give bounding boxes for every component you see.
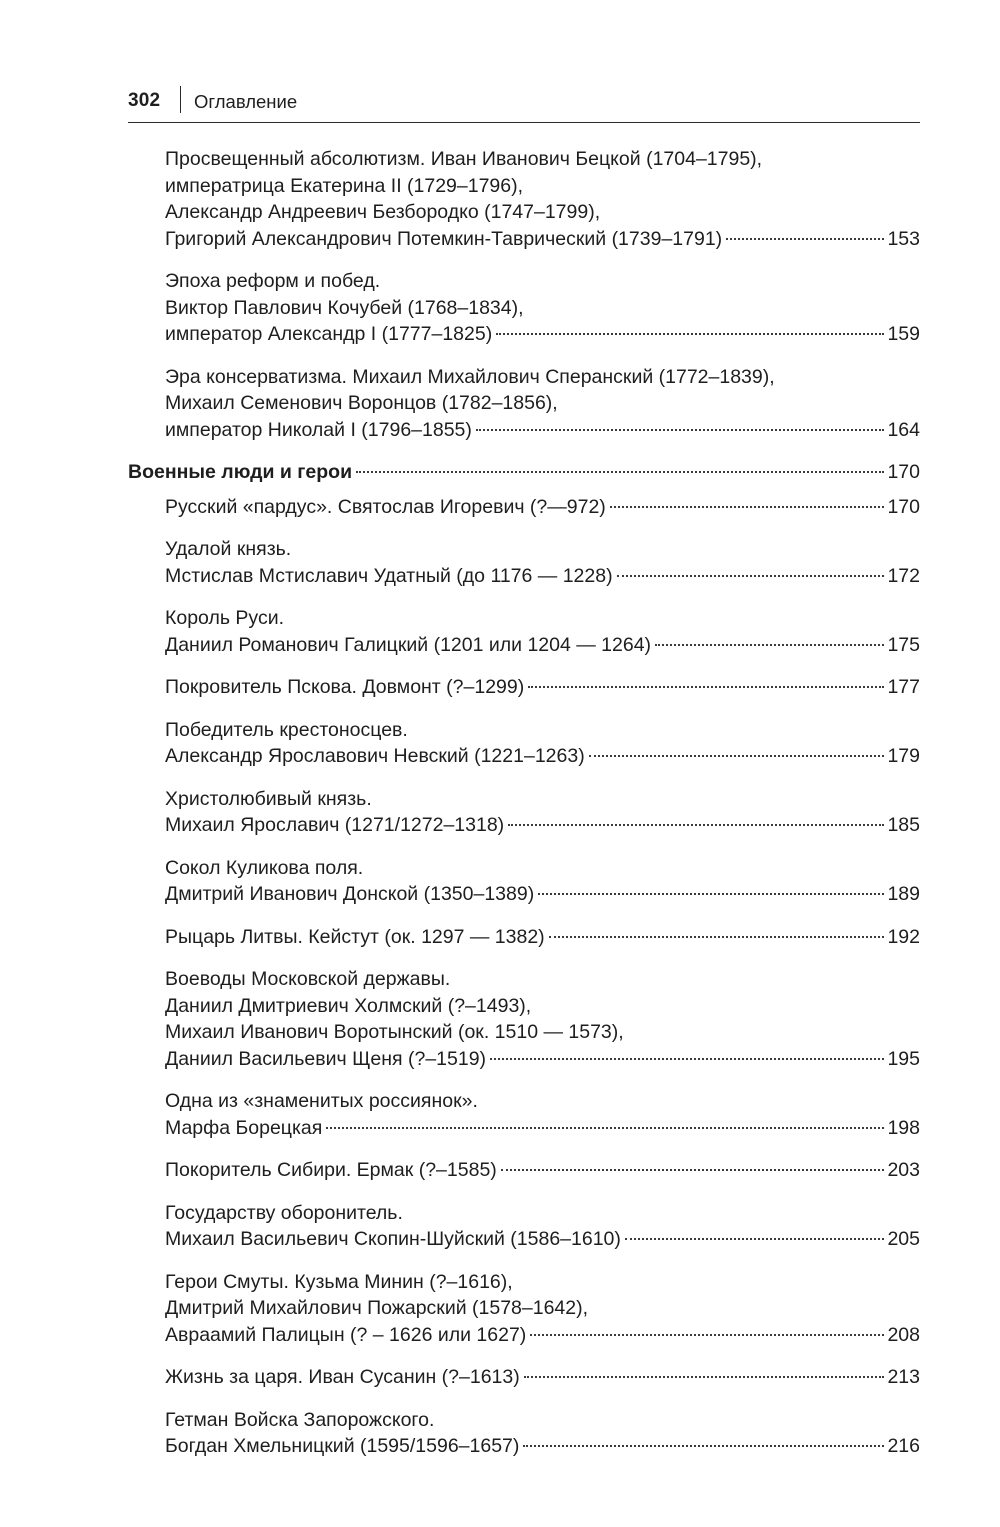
toc-entry-leader-row bbox=[165, 417, 920, 444]
toc-entry-title-line: императрица Екатерина II (1729–1796), bbox=[165, 174, 524, 197]
dot-leader bbox=[524, 1376, 885, 1378]
dot-leader bbox=[490, 1058, 884, 1060]
toc-page-number: 159 bbox=[887, 323, 920, 345]
toc-entry-title-line: Просвещенный абсолютизм. Иван Иванович Бецкой (1704–1795), bbox=[165, 148, 763, 170]
dot-leader bbox=[625, 1238, 885, 1240]
toc-entry bbox=[128, 966, 920, 1072]
toc-entry-title-line: Русский «пардус». Святослав Игоревич (?—972) bbox=[165, 495, 606, 518]
toc-entry-title-line: Удалой князь. bbox=[165, 538, 292, 560]
header-divider bbox=[180, 86, 181, 113]
toc-entry-leader-row bbox=[165, 226, 920, 253]
dot-leader bbox=[528, 686, 884, 688]
toc-entry-title-line: Эпоха реформ и побед. bbox=[165, 270, 381, 292]
toc-entry-title-line: Александр Андреевич Безбородко (1747–1799), bbox=[165, 201, 601, 223]
toc-entry bbox=[128, 924, 920, 951]
toc-entry-leader-row bbox=[165, 1115, 920, 1142]
dot-leader bbox=[530, 1334, 884, 1336]
toc-entry-title-line: Победитель крестоносцев. bbox=[165, 718, 408, 741]
toc-entry bbox=[128, 786, 920, 839]
toc-entry-title-line: Михаил Васильевич Скопин-Шуйский (1586–1610) bbox=[165, 1228, 621, 1250]
toc-entry-leader-row bbox=[165, 674, 920, 701]
toc-page-number: 213 bbox=[887, 1366, 920, 1388]
toc-entry-leader-row bbox=[165, 881, 920, 908]
toc-entry-title-line: Гетман Войска Запорожского. bbox=[165, 1408, 435, 1431]
toc-entry-title-line: Александр Ярославович Невский (1221–1263) bbox=[165, 745, 585, 767]
toc-page-number: 172 bbox=[887, 564, 920, 587]
toc-entry-title-line: император Николай I (1796–1855) bbox=[165, 418, 472, 441]
toc-page-number: 179 bbox=[887, 745, 920, 767]
toc-entry-title-line: император Александр I (1777–1825) bbox=[165, 323, 493, 345]
toc-entry-leader-row bbox=[165, 563, 920, 590]
toc-entry bbox=[128, 536, 920, 589]
toc-entry bbox=[128, 605, 920, 658]
dot-leader bbox=[549, 936, 885, 938]
toc-entry-title-line: Даниил Васильевич Щеня (?–1519) bbox=[165, 1047, 487, 1070]
page-number: 302 bbox=[128, 90, 161, 111]
toc-entry-leader-row bbox=[165, 1322, 920, 1349]
toc-entry-title-line: Мстислав Мстиславич Удатный (до 1176 — 1228) bbox=[165, 564, 613, 587]
toc-entry-title-line: Григорий Александрович Потемкин-Таврический (1739–1791) bbox=[165, 227, 723, 250]
dot-leader bbox=[610, 506, 885, 508]
toc-entry-title-line: Одна из «знаменитых россиянок». bbox=[165, 1090, 478, 1112]
toc-entry-leader-row bbox=[128, 459, 920, 486]
toc-entry bbox=[128, 268, 920, 348]
toc-entry bbox=[128, 364, 920, 444]
toc-page-number: 216 bbox=[887, 1435, 920, 1457]
toc-entry bbox=[128, 494, 920, 521]
toc-entry-title-line: Виктор Павлович Кочубей (1768–1834), bbox=[165, 296, 524, 319]
toc-entry-title-line: Христолюбивый князь. bbox=[165, 787, 372, 810]
dot-leader bbox=[589, 755, 885, 757]
toc-entry-title-line: Рыцарь Литвы. Кейстут (ок. 1297 — 1382) bbox=[165, 925, 545, 948]
toc-page-number: 195 bbox=[887, 1047, 920, 1070]
toc-entry-title-line: Марфа Борецкая bbox=[165, 1116, 323, 1139]
toc-entry-leader-row bbox=[165, 494, 920, 521]
toc-entry bbox=[128, 1269, 920, 1349]
toc-entry-leader-row bbox=[165, 1046, 920, 1073]
toc-page-number: 192 bbox=[887, 925, 920, 948]
dot-leader bbox=[326, 1127, 884, 1129]
dot-leader bbox=[655, 644, 884, 646]
toc-entry bbox=[128, 855, 920, 908]
dot-leader bbox=[538, 893, 884, 895]
toc-entry-title-line: Государству оборонитель. bbox=[165, 1201, 403, 1224]
toc-entry-leader-row bbox=[165, 812, 920, 839]
toc-entry-title-line: Герои Смуты. Кузьма Минин (?–1616), bbox=[165, 1270, 513, 1293]
toc-entry-title-line: Авраамий Палицын (? – 1626 или 1627) bbox=[165, 1323, 527, 1346]
toc-entry-title-line: Даниил Романович Галицкий (1201 или 1204 — 1264) bbox=[165, 633, 652, 656]
toc-entry-title-line: Сокол Куликова поля. bbox=[165, 856, 364, 879]
toc-entry-title-line: Покровитель Пскова. Довмонт (?–1299) bbox=[165, 676, 525, 698]
toc-entry bbox=[128, 1200, 920, 1253]
toc-entry-leader-row bbox=[165, 321, 920, 348]
toc-section-entry bbox=[128, 459, 920, 486]
toc-page-number: 203 bbox=[887, 1159, 920, 1181]
toc-entry-title-line: Покоритель Сибири. Ермак (?–1585) bbox=[165, 1159, 497, 1181]
toc-page-number: 189 bbox=[887, 883, 920, 905]
toc-entry bbox=[128, 1157, 920, 1184]
toc-entry bbox=[128, 717, 920, 770]
toc-page-number: 170 bbox=[887, 495, 920, 518]
toc-entry-title-line: Михаил Ярославич (1271/1272–1318) bbox=[165, 814, 505, 836]
dot-leader bbox=[508, 824, 884, 826]
toc-page-number: 170 bbox=[887, 461, 920, 483]
toc-entry-title-line: Дмитрий Иванович Донской (1350–1389) bbox=[165, 883, 535, 905]
toc-entry-title-line: Михаил Иванович Воротынский (ок. 1510 — 1573), bbox=[165, 1021, 624, 1043]
dot-leader bbox=[726, 238, 884, 240]
toc-page-number: 153 bbox=[887, 227, 920, 250]
toc-entry-title-line: Король Руси. bbox=[165, 607, 285, 629]
toc-entry bbox=[128, 1364, 920, 1391]
toc-entry-leader-row bbox=[165, 1364, 920, 1391]
toc-entry bbox=[128, 1407, 920, 1460]
toc-page-number: 177 bbox=[887, 676, 920, 698]
toc-entry-title-line: Жизнь за царя. Иван Сусанин (?–1613) bbox=[165, 1366, 520, 1388]
toc-page-number: 198 bbox=[887, 1116, 920, 1139]
toc-page-number: 164 bbox=[887, 418, 920, 441]
toc-entry bbox=[128, 1088, 920, 1141]
toc-entry-leader-row bbox=[165, 1157, 920, 1184]
toc-entry-leader-row bbox=[165, 1226, 920, 1253]
toc-page-number: 208 bbox=[887, 1323, 920, 1346]
toc-page-number: 185 bbox=[887, 814, 920, 836]
toc-entry-title-line: Военные люди и герои bbox=[128, 461, 353, 483]
toc-entry-leader-row bbox=[165, 1433, 920, 1460]
toc-entry-leader-row bbox=[165, 743, 920, 770]
dot-leader bbox=[617, 575, 885, 577]
toc-entry-title-line: Даниил Дмитриевич Холмский (?–1493), bbox=[165, 994, 532, 1017]
toc-entry-title-line: Михаил Семенович Воронцов (1782–1856), bbox=[165, 392, 558, 414]
running-title: Оглавление bbox=[194, 91, 298, 112]
dot-leader bbox=[496, 333, 884, 335]
toc-entry bbox=[128, 674, 920, 701]
toc-entry-title-line: Воеводы Московской державы. bbox=[165, 968, 451, 990]
running-header bbox=[128, 86, 920, 123]
toc-page-number: 205 bbox=[887, 1228, 920, 1250]
toc-entry-title-line: Эра консерватизма. Михаил Михайлович Сперанский (1772–1839), bbox=[165, 365, 775, 388]
table-of-contents bbox=[128, 146, 920, 1476]
dot-leader bbox=[523, 1445, 884, 1447]
dot-leader bbox=[476, 429, 885, 431]
toc-entry-title-line: Богдан Хмельницкий (1595/1596–1657) bbox=[165, 1435, 520, 1457]
toc-entry-title-line: Дмитрий Михайлович Пожарский (1578–1642), bbox=[165, 1297, 589, 1319]
toc-entry-leader-row bbox=[165, 632, 920, 659]
toc-entry bbox=[128, 146, 920, 252]
toc-entry-leader-row bbox=[165, 924, 920, 951]
toc-page-number: 175 bbox=[887, 633, 920, 656]
dot-leader bbox=[501, 1169, 885, 1171]
dot-leader bbox=[356, 471, 884, 473]
